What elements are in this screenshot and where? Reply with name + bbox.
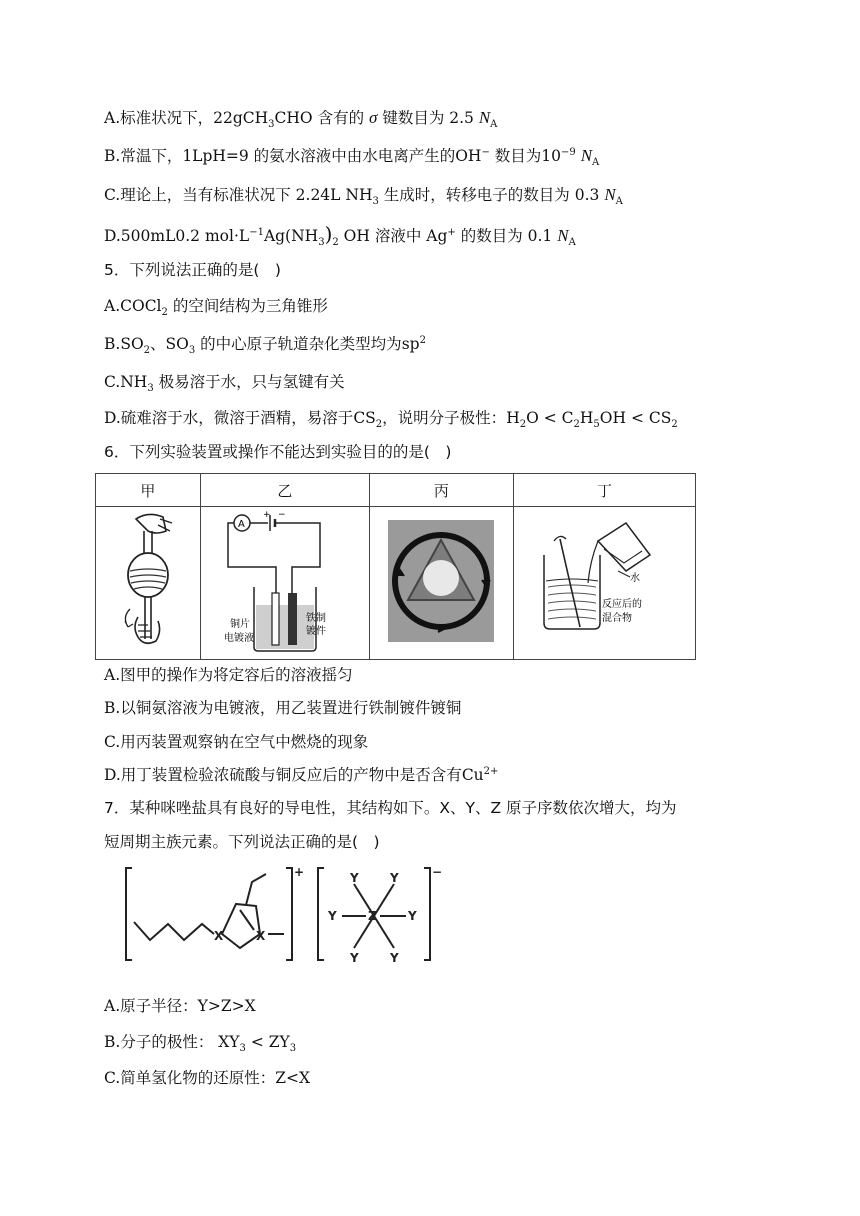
- q5-option-d: D.硫难溶于水，微溶于酒精，易溶于$CS_2$，说明分子极性：$H_2O < C_2H_5OH < CS_2$: [104, 409, 678, 431]
- q5-stem: 5．下列说法正确的是( ): [104, 261, 281, 279]
- q5-option-c: $C.NH_3$ 极易溶于水，只与氢键有关: [104, 373, 345, 395]
- svg-text:Y: Y: [390, 951, 399, 965]
- q6-option-c: C.用丙装置观察钠在空气中燃烧的现象: [104, 733, 369, 751]
- q6-option-a: A.图甲的操作为将定容后的溶液摇匀: [104, 666, 353, 684]
- q6-option-d: D.用丁装置检验浓硫酸与铜反应后的产物中是否含有$Cu^{2+}$: [104, 765, 499, 784]
- iron-part-label: 铁制: [305, 612, 326, 624]
- imidazolium-salt-structure: [118, 862, 448, 967]
- q7-stem-line2: 短周期主族元素。下列说法正确的是( ): [104, 833, 380, 851]
- q7-stem-line1: 7．某种咪唑盐具有良好的导电性，其结构如下。X、Y、Z 原子序数依次增大，均为: [104, 799, 677, 817]
- svg-text:−: −: [432, 865, 443, 879]
- iron-part-label-2: 镀件: [305, 625, 326, 637]
- q7-option-c: C.简单氢化物的还原性：Z<X: [104, 1069, 311, 1087]
- q4-option-a: A.标准状况下，22gCH$_3$CHO 含有的 σ 键数目为 2.5 $N_A$: [104, 108, 498, 131]
- svg-text:Y: Y: [328, 909, 337, 923]
- svg-text:X: X: [214, 929, 224, 943]
- copper-label: 铜片: [229, 618, 250, 630]
- electrolyte-label: 电镀液: [223, 632, 254, 644]
- electroplating-apparatus-illustration: [220, 509, 350, 654]
- svg-text:+: +: [262, 509, 271, 520]
- water-label: 水: [630, 573, 641, 584]
- svg-text:−: −: [277, 509, 286, 520]
- volumetric-flask-shaking-illustration: [108, 509, 188, 654]
- figure-ding: [513, 507, 695, 660]
- q6-stem: 6．下列实验装置或操作不能达到实验目的的是( ): [104, 443, 452, 461]
- svg-text:A: A: [237, 518, 245, 530]
- dilution-test-illustration: [534, 511, 674, 651]
- q5-option-b: $B.SO_2$、$SO_3$ 的中心原子轨道杂化类型均为$sp^2$: [104, 334, 426, 357]
- header-yi: 乙: [200, 474, 369, 507]
- q4-option-b: B.常温下，1LpH=9 的氨水溶液中由水电离产生的OH− 数目为$10^{-9}$ $N_A$: [104, 146, 600, 169]
- q5-option-a: A.COCl$_2$ 的空间结构为三角锥形: [104, 297, 328, 319]
- header-ding: 丁: [513, 474, 695, 507]
- svg-text:Y: Y: [408, 909, 417, 923]
- svg-text:Z: Z: [368, 909, 377, 923]
- svg-text:Y: Y: [350, 951, 359, 965]
- figure-yi: [200, 507, 369, 660]
- header-bing: 丙: [370, 474, 514, 507]
- sodium-combustion-illustration: [386, 516, 496, 646]
- figure-jia: [96, 507, 201, 660]
- figure-bing: [370, 507, 514, 660]
- q4-option-c: C.理论上，当有标准状况下 2.24L $NH_3$ 生成时，转移电子的数目为 0.3 $N_A$: [104, 185, 623, 208]
- svg-text:X: X: [256, 929, 266, 943]
- svg-text:Y: Y: [390, 871, 399, 885]
- header-jia: 甲: [96, 474, 201, 507]
- mixture-label-2: 混合物: [602, 613, 633, 624]
- q4-option-d: D.500mL0.2 $mol\cdot L^{-1}Ag(NH_3)_2$ OH 溶液中 Ag+ 的数目为 0.1 $N_A$: [104, 222, 576, 249]
- q6-option-b: B.以铜氨溶液为电镀液，用乙装置进行铁制镀件镀铜: [104, 699, 462, 717]
- experiment-table: [95, 473, 696, 660]
- mixture-label-1: 反应后的: [602, 599, 643, 610]
- q7-option-a: A.原子半径：Y>Z>X: [104, 997, 256, 1015]
- svg-text:Y: Y: [350, 871, 359, 885]
- q7-option-b: B.分子的极性： $XY_3 < ZY_3$: [104, 1033, 297, 1055]
- svg-text:+: +: [294, 865, 305, 879]
